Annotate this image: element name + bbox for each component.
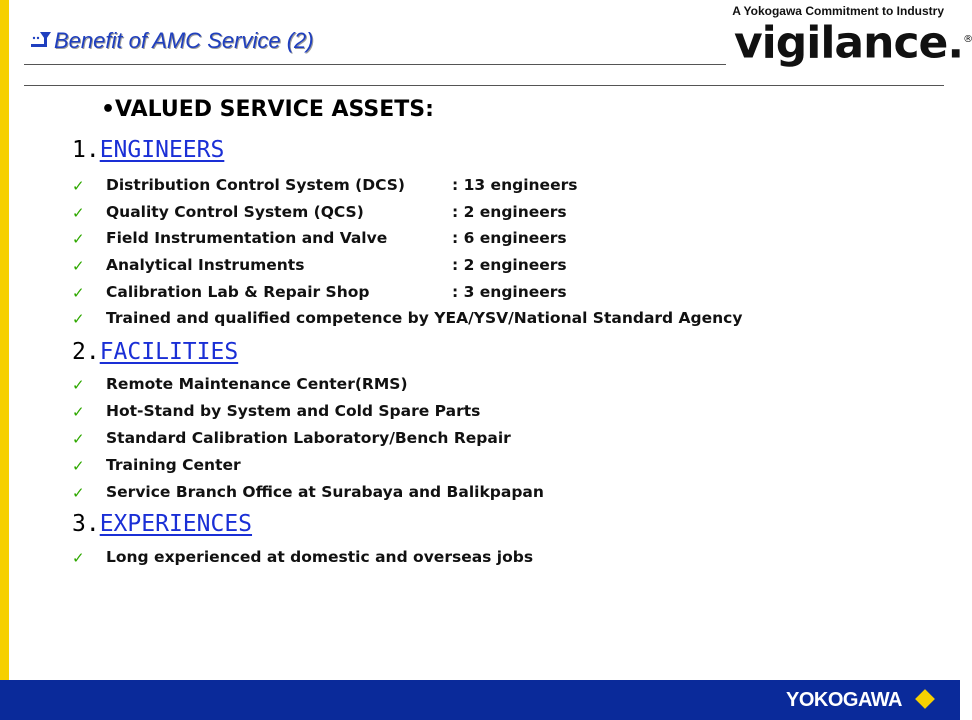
checkmark-icon: ✓ [72,430,85,448]
checkmark-icon: ✓ [72,257,85,275]
checkmark-icon: ✓ [72,457,85,475]
checkmark-icon: ✓ [72,177,85,195]
heading-engineers: 1.ENGINEERS [72,137,225,163]
slide-title: Benefit of AMC Service (2) [54,28,314,53]
heading-facilities: 2.FACILITIES [72,339,239,365]
arrow-bullet-icon [30,30,52,52]
checkmark-icon: ✓ [72,376,85,394]
brand-tagline: A Yokogawa Commitment to Industry [732,4,944,18]
yokogawa-logo: YOKOGAWA [785,689,902,711]
checkmark-icon: ✓ [72,204,85,222]
header-divider [24,85,944,86]
checkmark-icon: ✓ [72,230,85,248]
brand-wordmark: vigilance.® [734,17,972,69]
diamond-icon [915,689,935,709]
section-title: •VALUED SERVICE ASSETS: [101,97,434,122]
checkmark-icon: ✓ [72,403,85,421]
title-divider [24,64,726,65]
heading-experiences: 3.EXPERIENCES [72,511,253,537]
checkmark-icon: ✓ [72,284,85,302]
checkmark-icon: ✓ [72,484,85,502]
checkmark-icon: ✓ [72,549,85,567]
vigilance-brand-logo [728,0,972,70]
checkmark-icon: ✓ [72,310,85,328]
left-accent-stripe [0,0,9,720]
footer-bar [0,680,960,720]
